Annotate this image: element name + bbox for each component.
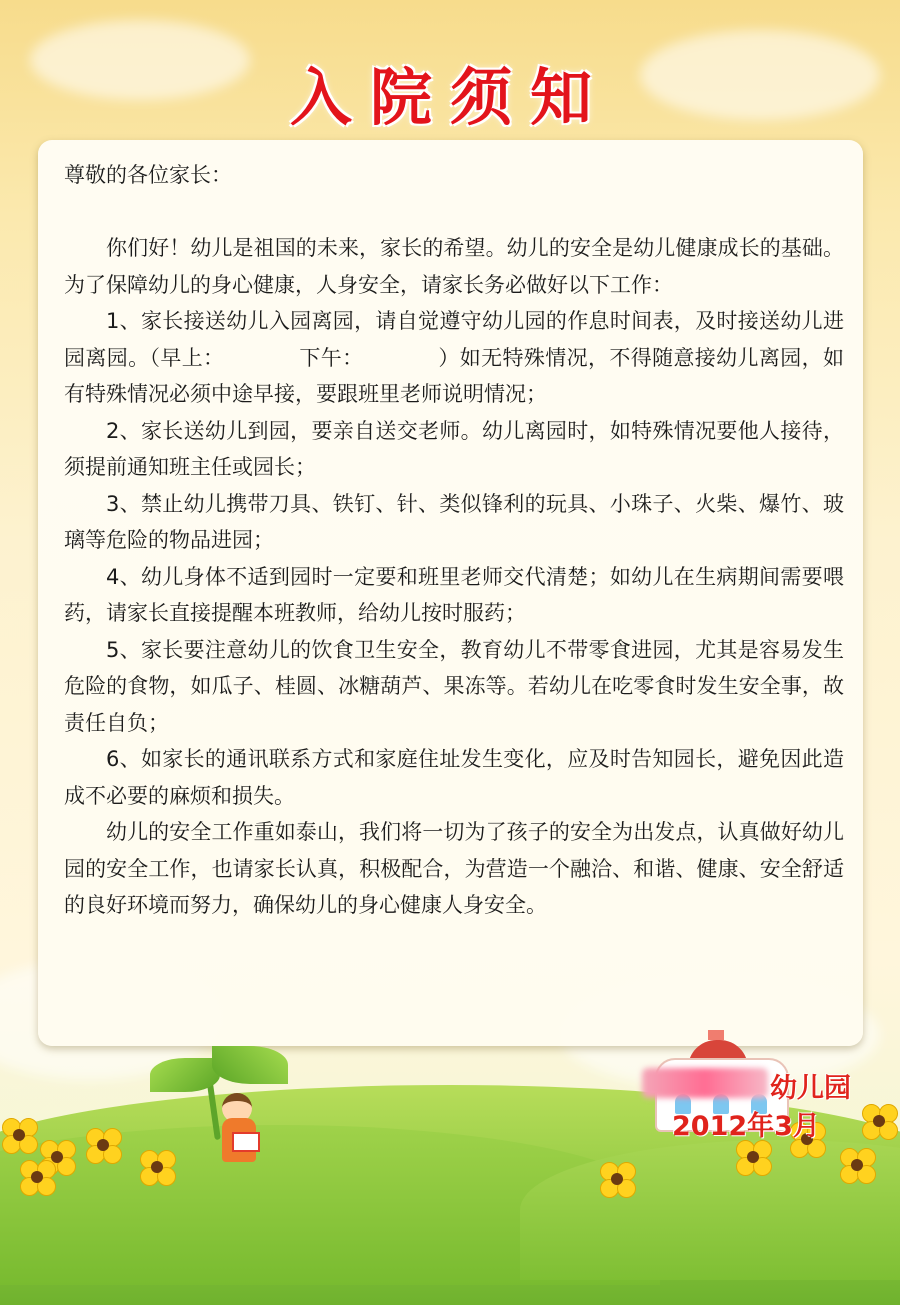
flower-illustration [140,1150,174,1184]
rule-4: 4、幼儿身体不适到园时一定要和班里老师交代清楚；如幼儿在生病期间需要喂药，请家长直接提醒本班教师，给幼儿按时服药； [64,564,844,625]
blurred-kindergarten-name [642,1068,768,1098]
notice-body [64,157,844,924]
flower-illustration [862,1104,896,1138]
rule-6: 6、如家长的通讯联系方式和家庭住址发生变化，应及时告知园长，避免因此造成不必要的麻烦和损失。 [64,747,844,808]
flower-illustration [600,1162,634,1196]
signature-date: 2012年3月 [672,1111,820,1142]
flower-illustration [840,1148,874,1182]
intro-paragraph: 你们好！幼儿是祖国的未来，家长的希望。幼儿的安全是幼儿健康成长的基础。为了保障幼儿的身心健康，人身安全，请家长务必做好以下工作： [64,236,844,297]
rule-2: 2、家长送幼儿到园，要亲自送交老师。幼儿离园时，如特殊情况要他人接待，须提前通知班主任或园长； [64,418,844,479]
greeting: 尊敬的各位家长： [64,163,232,187]
kindergarten-name: 幼儿园 [770,1073,851,1104]
rule-5: 5、家长要注意幼儿的饮食卫生安全，教育幼儿不带零食进园，尤其是容易发生危险的食物，如瓜子、桂圆、冰糖葫芦、果冻等。若幼儿在吃零食时发生安全事，故责任自负； [64,637,844,735]
rule-3: 3、禁止幼儿携带刀具、铁钉、针、类似锋利的玩具、小珠子、火柴、爆竹、玻璃等危险的物品进园； [64,491,844,552]
page-title: 入院须知 [289,61,610,134]
leaf-illustration [212,1046,288,1084]
book-illustration [232,1132,260,1152]
flower-illustration [2,1118,36,1152]
flower-illustration [86,1128,120,1162]
leaf-illustration [150,1058,220,1092]
flower-illustration [736,1140,770,1174]
flag-illustration [708,1030,724,1040]
flower-illustration [20,1160,54,1194]
rule-1: 1、家长接送幼儿入园离园，请自觉遵守幼儿园的作息时间表，及时接送幼儿进园离园。（早上： 下午： ）如无特殊情况，不得随意接幼儿离园，如有特殊情况必须中途早接，要跟班里老师说明情况； [64,309,844,406]
closing-paragraph: 幼儿的安全工作重如泰山，我们将一切为了孩子的安全为出发点，认真做好幼儿园的安全工作，也请家长认真，积极配合，为营造一个融洽、和谐、健康、安全舒适的良好环境而努力，确保幼儿的身心健康人身安全。 [64,820,844,917]
